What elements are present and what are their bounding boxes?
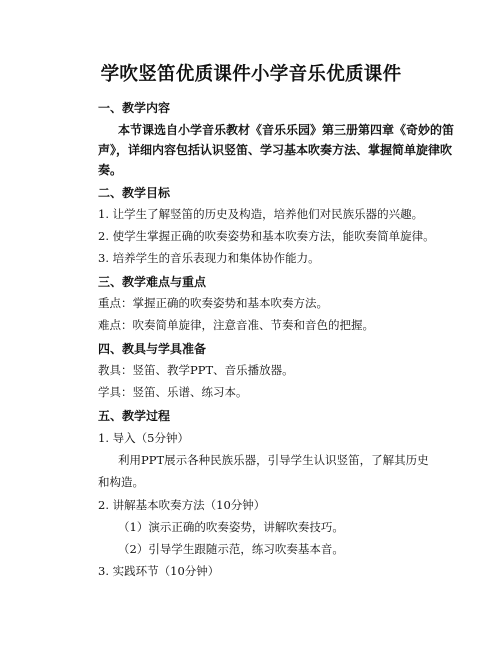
difficulty-line: 难点：吹奏简单旋律，注意音准、节奏和音色的把握。 [98,318,374,332]
process-item-2-sub-1: （1）演示正确的吹奏姿势，讲解吹奏技巧。 [118,520,344,534]
process-item-3: 3. 实践环节（10分钟） [98,564,220,578]
page-title: 学吹竖笛优质课件小学音乐优质课件 [100,64,402,85]
process-item-1-text-line-2: 和构造。 [98,475,144,489]
student-materials-line: 学具：竖笛、乐谱、练习本。 [98,385,248,399]
process-item-1-text-line-1: 利用PPT展示各种民族乐器，引导学生认识竖笛，了解其历史 [118,453,429,467]
objective-item-2: 2. 使学生掌握正确的吹奏姿势和基本吹奏方法，能吹奏简单旋律。 [98,229,435,243]
process-item-1: 1. 导入（5分钟） [98,431,189,445]
objective-item-1: 1. 让学生了解竖笛的历史及构造，培养他们对民族乐器的兴趣。 [98,207,424,221]
section-heading-process: 五、教学过程 [98,409,171,423]
section-heading-objectives: 二、教学目标 [98,186,171,200]
process-item-2: 2. 讲解基本吹奏方法（10分钟） [98,498,266,512]
section-heading-content: 一、教学内容 [98,101,171,115]
process-item-2-sub-2: （2）引导学生跟随示范，练习吹奏基本音。 [118,542,344,556]
key-point-line: 重点：掌握正确的吹奏姿势和基本吹奏方法。 [98,296,328,310]
teacher-materials-line: 教具：竖笛、教学PPT、音乐播放器。 [98,363,294,377]
section-heading-key-points: 三、教学难点与重点 [98,275,207,289]
content-paragraph-line-2: 声》，详细内容包括认识竖笛、学习基本吹奏方法、掌握简单旋律吹 [98,143,453,157]
content-paragraph-line-3: 奏。 [98,163,123,177]
section-heading-materials: 四、教具与学具准备 [98,342,207,356]
content-paragraph-line-1: 本节课选自小学音乐教材《音乐乐园》第三册第四章《奇妙的笛 [118,123,455,137]
objective-item-3: 3. 培养学生的音乐表现力和集体协作能力。 [98,251,320,265]
